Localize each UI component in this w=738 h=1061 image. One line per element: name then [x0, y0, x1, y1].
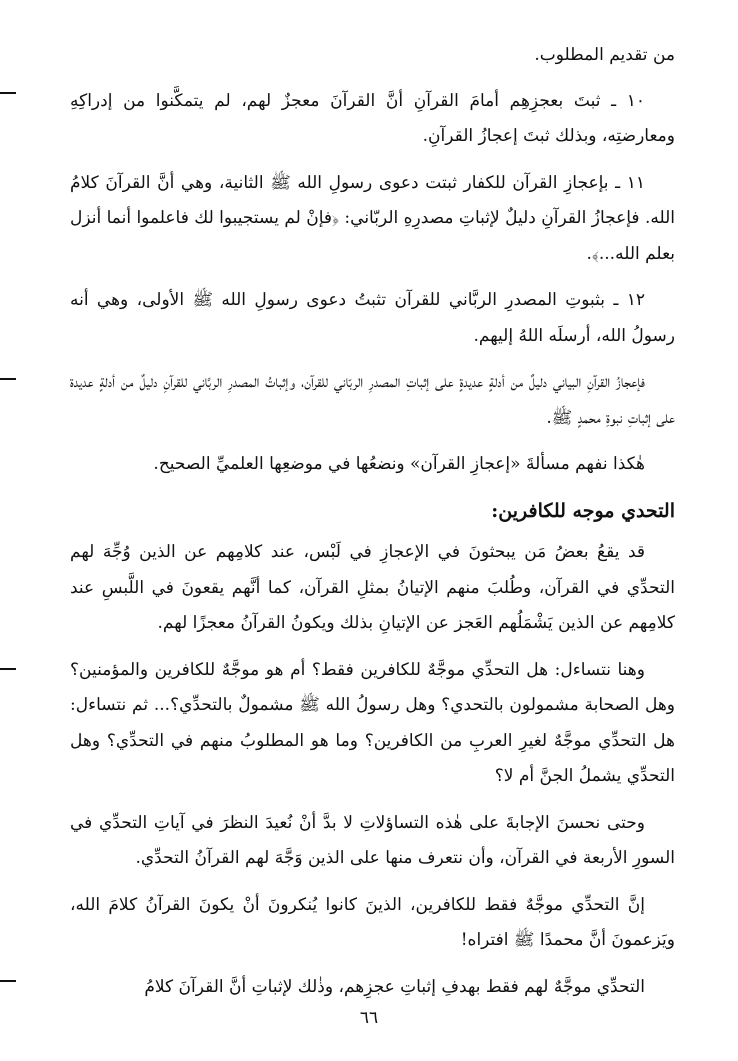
margin-mark [0, 980, 16, 982]
page-number: ٦٦ [359, 1008, 379, 1028]
margin-mark [0, 668, 16, 670]
paragraph-questions: وهنا نتساءل: هل التحدِّي موجَّهٌ للكافرين فقط؟ أم هو موجَّهٌ للكافرين والمؤمنين؟ وهل الصحابة مشمولون بالتحدي؟ وهل رسولُ الله ﷺ مشمولٌ بالتحدِّي؟... ثم نتساءل: هل التحدِّي موجَّهٌ لغيرِ العربِ من الكافرين؟ وما هو المطلوبُ منهم في التحدِّي؟ وهل التحدِّي يشملُ الجنَّ أم لا؟ [70, 659, 675, 786]
paragraph-miracle-proof: فإعجازُ القرآنِ البياني دليلٌ من أدلةٍ عديدةٍ على إثباتِ المصدرِ الربّاني للقرآن، وإثباتُ المصدرِ الربَّاني للقرآنِ دليلٌ من أدلةٍ عديدة على إثباتِ نبوةِ محمدٍ ﷺ. [70, 372, 675, 428]
paragraph-point-12: ١٢ ـ بثبوتِ المصدرِ الربَّاني للقرآن تثبتُ دعوى رسولِ الله ﷺ الأولى، وهي أنه رسولُ الله، أرسلَه اللهُ إليهم. [70, 290, 675, 346]
paragraph-confusion: قد يقعُ بعضُ مَن يبحثونَ في الإعجازِ في لَبْس، عند كلامِهم عن الذين وُجِّهَ لهم التحدِّي في القرآن، وطُلبَ منهم الإتيانُ بمثلِ القرآن، كما أنَّهم يقعونَ في اللَّبسِ عند كلامِهم عن الذين يَشْمَلُهم العَجز عن الإتيانِ بذلك ويكونُ القرآنُ معجزًا لهم. [70, 542, 675, 633]
margin-mark [0, 378, 16, 380]
paragraph-challenge-purpose: التحدِّي موجَّهٌ لهم فقط بهدفِ إثباتِ عجزِهم، وذٰلك لإثباتِ أنَّ القرآنَ كلامُ [144, 976, 645, 997]
page-body [70, 38, 675, 1016]
margin-mark [0, 92, 16, 94]
paragraph-continuation: من تقديم المطلوب. [534, 45, 675, 65]
paragraph-point-11: ١١ ـ بإعجازِ القرآن للكفار ثبتت دعوى رسولِ الله ﷺ الثانية، وهي أنَّ القرآنَ كلامُ الله. فإعجازُ القرآنِ دليلٌ لإثباتِ مصدرِهِ الربّاني: ﴿فإنْ لم يستجيبوا لك فاعلموا أنما أنزل بعلم الله...﴾. [69, 172, 675, 264]
paragraph-summary: هٰكذا نفهم مسألةَ «إعجازِ القرآن» ونضعُها في موضعِها العلميِّ الصحيح. [153, 454, 645, 474]
paragraph-answer-approach: وحتى نحسنَ الإجابةَ على هٰذه التساؤلاتِ لا بدَّ أنْ نُعيدَ النظرَ في آياتِ التحدِّي في السورِ الأربعة في القرآن، وأن نتعرف منها على الذين وَجَّهَ لهم القرآنُ التحدِّي. [70, 812, 675, 868]
paragraph-point-10: ١٠ ـ ثبتَ بعجزِهِم أمامَ القرآنِ أنَّ القرآنَ معجزٌ لهم، لم يتمكَّنوا من إدراكِهِ ومعارضتِه، وبذلك ثبتَ إعجازُ القرآنِ. [70, 90, 675, 146]
section-heading: التحدي موجه للكافرين: [491, 499, 675, 522]
paragraph-challenge-kafirs: إنَّ التحدِّي موجَّهٌ فقط للكافرين، الذينَ كانوا يُنكرونَ أنْ يكونَ القرآنُ كلامَ الله، ويَزعمونَ أنَّ محمدًا ﷺ افتراه! [70, 894, 675, 950]
